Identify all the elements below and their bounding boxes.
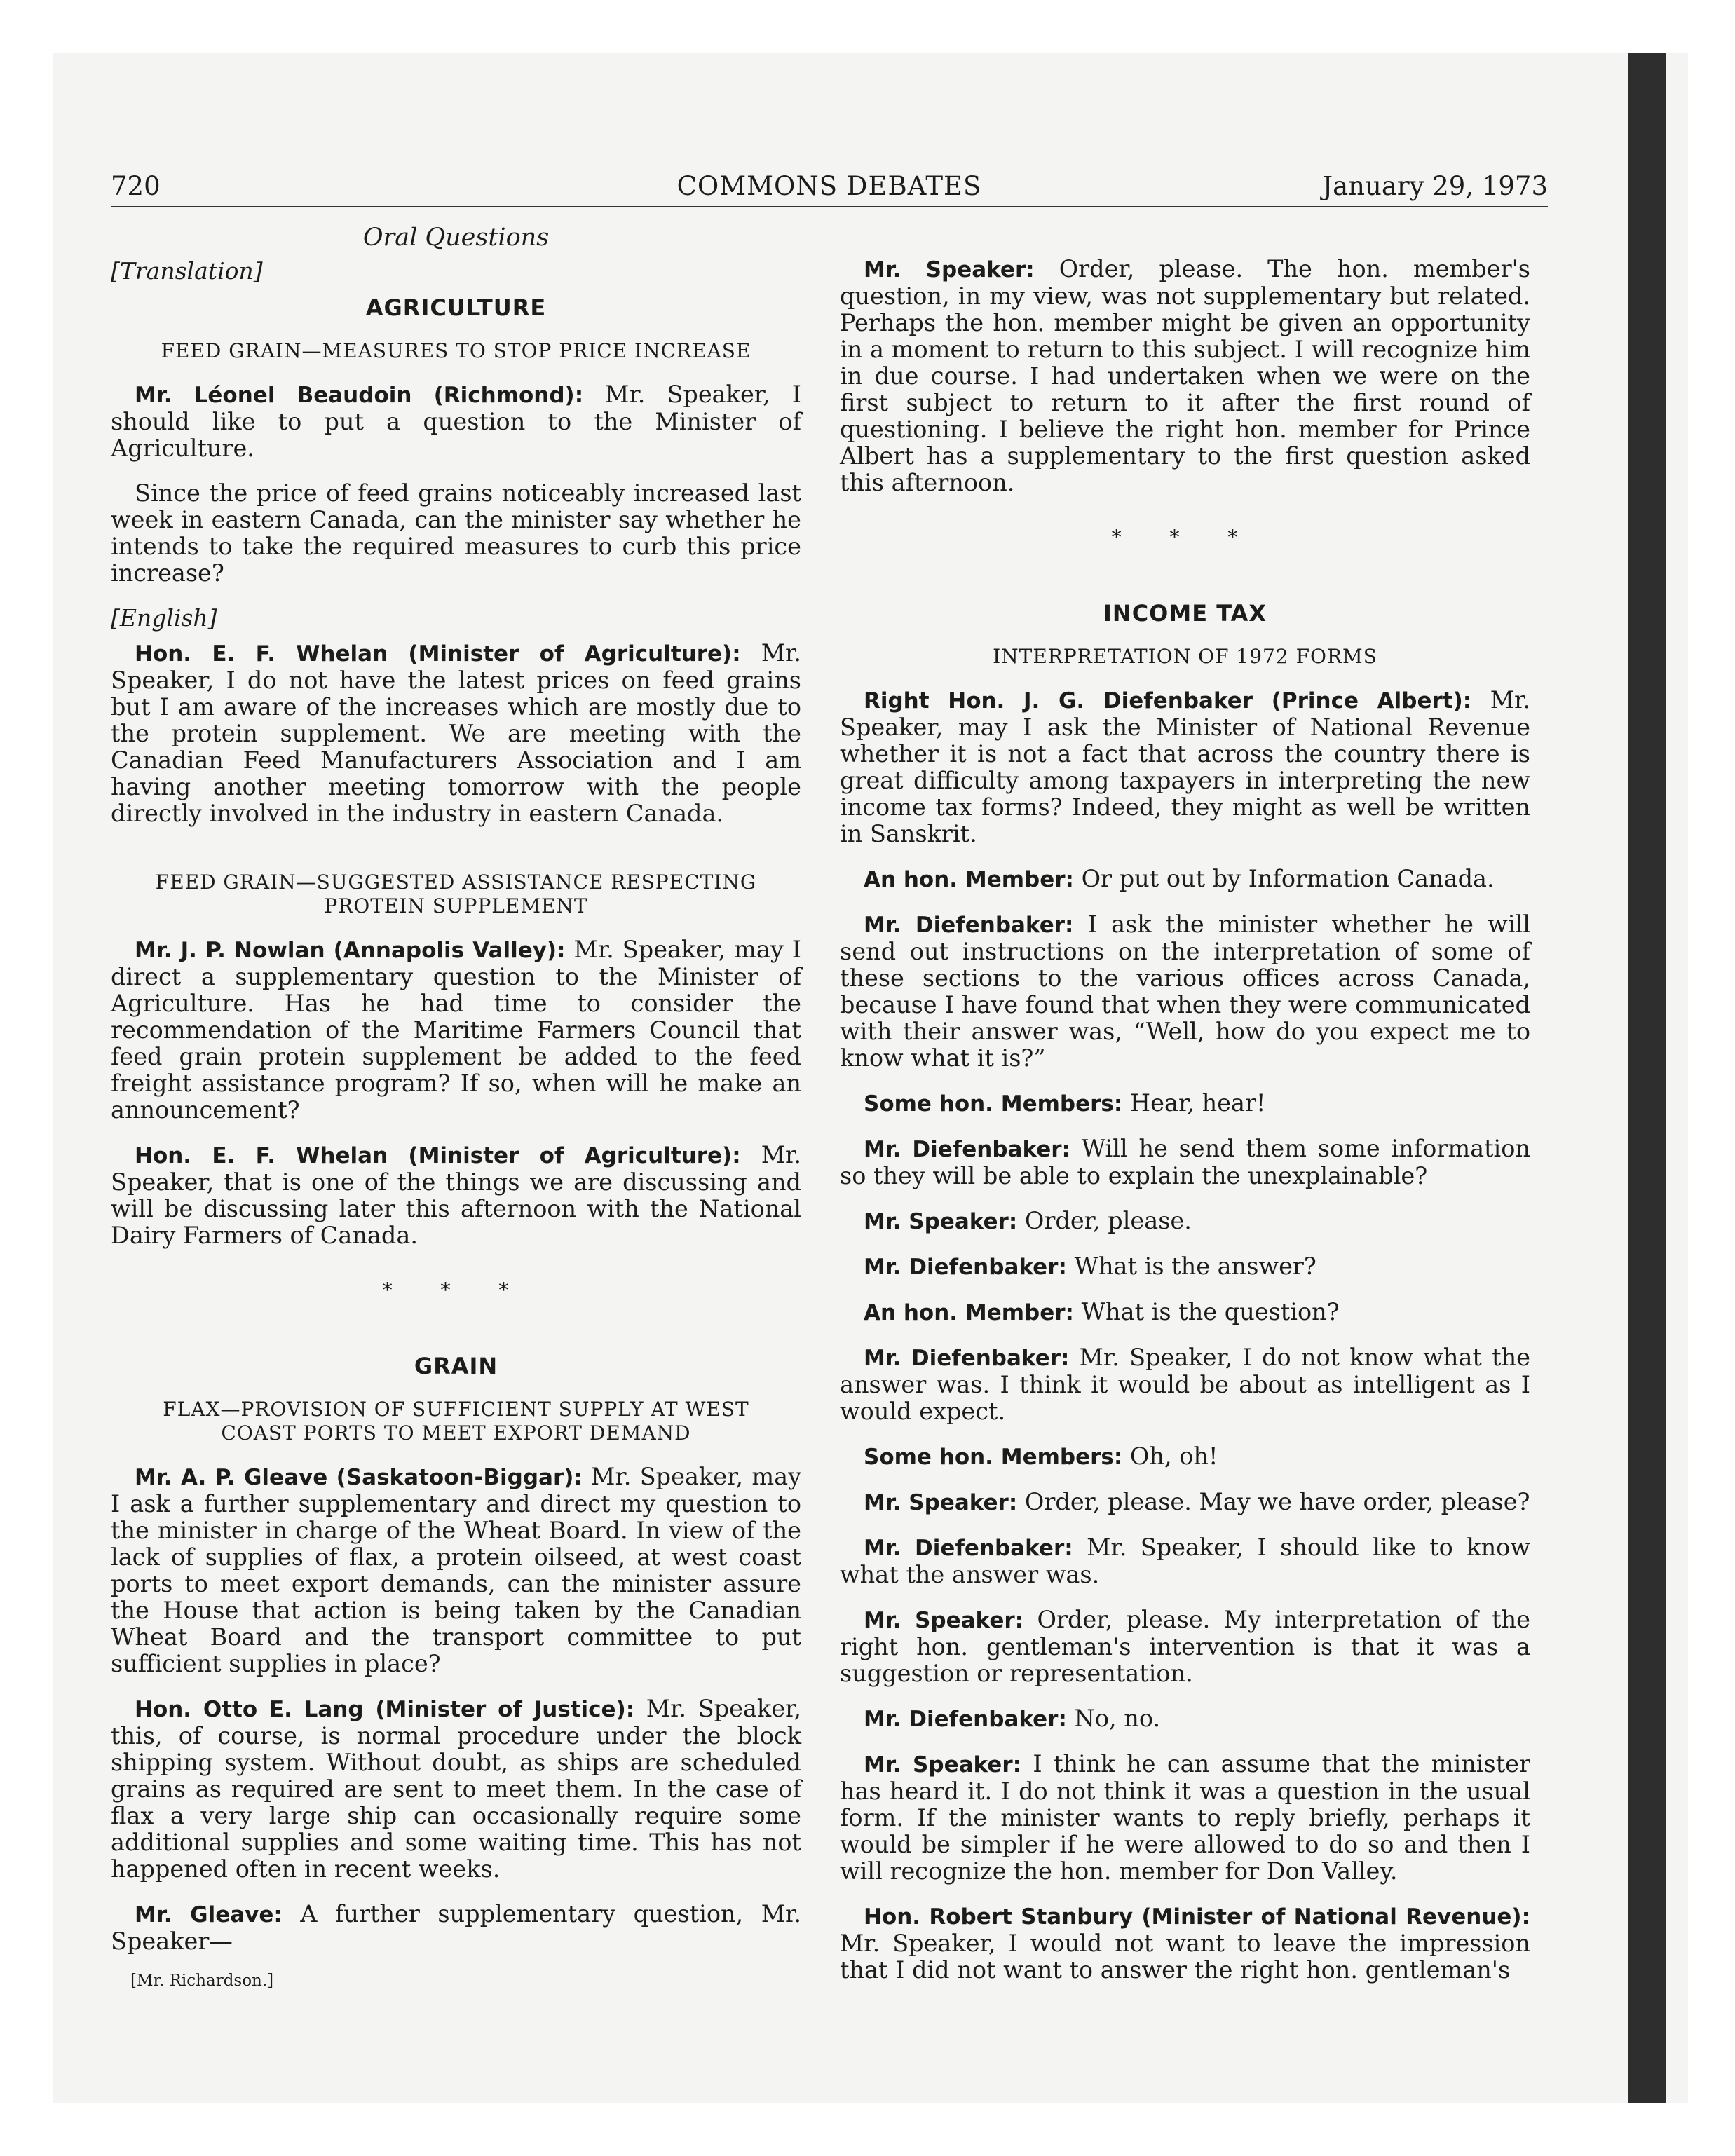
subheading-interpretation: INTERPRETATION OF 1972 FORMS	[993, 645, 1377, 668]
speech-text: A further supplementary question, Mr. Speaker—	[111, 1900, 801, 1955]
page-date: January 29, 1973	[1322, 171, 1548, 201]
speech-text: Mr. Speaker, I should like to put a question to the Minister of Agriculture.	[111, 381, 802, 462]
speaker-name: Some hon. Members:	[864, 1445, 1123, 1470]
speaker-name: Right Hon. J. G. Diefenbaker (Prince Albert):	[864, 688, 1472, 714]
scan-edge-bar	[1628, 53, 1666, 2103]
speech-text: Mr. Speaker, may I ask the Minister of National Revenue whether it is not a fact that across the country there is great difficulty among taxpayers in interpreting the new income tax forms? Indeed, they might as well be written in Sanskrit.	[840, 686, 1530, 847]
paragraph	[840, 1751, 1530, 1885]
speech-text: Will he send them some information so they will be able to explain the unexplainable?	[840, 1135, 1530, 1189]
speaker-name: Some hon. Members:	[864, 1091, 1123, 1117]
subheading-flax	[111, 1398, 801, 1445]
speech-text: I think he can assume that the minister has heard it. I do not think it was a question in the usual form. If the minister wants to reply briefly, perhaps it would be simpler if he were allowed to do so and then I will recognize the hon. member for Don Valley.	[840, 1750, 1530, 1885]
publication-title: COMMONS DEBATES	[676, 171, 982, 201]
speaker-name: Mr. Speaker:	[864, 1209, 1018, 1234]
right-column	[840, 256, 1530, 2002]
paragraph: Since the price of feed grains noticeably increased last week in eastern Canada, can the minister say whether he intends to take the required measures to curb this price increase?	[111, 479, 801, 587]
speech-text: Mr. Speaker, I should like to know what the answer was.	[840, 1534, 1530, 1588]
heading-agriculture: AGRICULTURE	[365, 294, 547, 321]
translation-label: [Translation]	[111, 257, 263, 285]
paragraph	[111, 1142, 801, 1249]
speech-text: Oh, oh!	[1122, 1442, 1218, 1470]
speech-text: Order, please. May we have order, please?	[1017, 1488, 1530, 1515]
subheading-line: FLAX—PROVISION OF SUFFICIENT SUPPLY AT WEST	[163, 1398, 749, 1421]
paragraph	[111, 640, 801, 827]
speech-text: Hear, hear!	[1122, 1089, 1266, 1117]
heading-income-tax: INCOME TAX	[1103, 600, 1267, 627]
paragraph	[840, 1903, 1530, 1984]
paragraph	[111, 936, 801, 1124]
speech-text: Mr. Speaker, may I direct a supplementary question to the Minister of Agriculture. Has he had time to consider the recommendation of the Maritime Farmers Council that feed grain protein supplement be added to the feed freight assistance program? If so, when will he make an announcement?	[111, 936, 801, 1124]
paragraph	[840, 1705, 1530, 1733]
speaker-name: Mr. Diefenbaker:	[864, 1346, 1070, 1371]
section-separator: * * *	[382, 1278, 530, 1302]
paragraph	[840, 1253, 1530, 1281]
subheading-line: COAST PORTS TO MEET EXPORT DEMAND	[221, 1421, 691, 1445]
paragraph	[840, 1090, 1530, 1117]
speaker-name: An hon. Member:	[864, 867, 1074, 892]
paragraph	[111, 1901, 801, 1955]
subject-label: Oral Questions	[362, 224, 550, 252]
speaker-name: Mr. Gleave:	[135, 1902, 283, 1928]
paragraph	[111, 1464, 801, 1677]
paragraph	[840, 1606, 1530, 1687]
speaker-name: Hon. Robert Stanbury (Minister of National Revenue):	[864, 1904, 1530, 1930]
heading-grain: GRAIN	[414, 1353, 498, 1379]
paragraph	[111, 1696, 801, 1883]
speaker-name: Mr. Speaker:	[864, 1608, 1024, 1633]
left-column	[111, 224, 801, 1994]
paragraph	[840, 911, 1530, 1072]
subheading-line: PROTEIN SUPPLEMENT	[324, 894, 588, 917]
paragraph	[840, 1208, 1530, 1235]
speaker-name: Mr. Léonel Beaudoin (Richmond):	[135, 383, 584, 408]
speaker-name: Mr. Speaker:	[864, 1752, 1022, 1778]
paragraph	[840, 1443, 1530, 1471]
speech-text: I ask the minister whether he will send out instructions on the interpretation of some of these sections to the various offices across Canada, because I have found that when they were communicated with their answer was, “Well, how do you expect me to know what it is?”	[840, 910, 1530, 1072]
paragraph	[840, 256, 1530, 496]
paragraph	[840, 866, 1530, 893]
speech-text: Mr. Speaker, this, of course, is normal procedure under the block shipping system. Without doubt, as ships are scheduled grains as required are sent to meet them. In the case of flax a very large ship can occasionally require some additional supplies and some waiting time. This has not happened often in recent weeks.	[111, 1695, 802, 1883]
speech-text: No, no.	[1066, 1705, 1161, 1732]
paragraph	[840, 1534, 1530, 1588]
subheading-feed-grain-price: FEED GRAIN—MEASURES TO STOP PRICE INCREASE	[161, 339, 751, 362]
speech-text: Mr. Speaker, I do not know what the answer was. I think it would be about as intelligent as I would expect.	[840, 1344, 1530, 1425]
speaker-name: Hon. E. F. Whelan (Minister of Agriculture):	[135, 641, 741, 667]
speaker-name: Mr. Diefenbaker:	[864, 1536, 1073, 1561]
speech-text: Mr. Speaker, may I ask a further supplementary and direct my question to the minister in charge of the Wheat Board. In view of the lack of supplies of flax, a protein oilseed, at west coast ports to meet export demands, can the minister assure the House that action is being taken by the Canadian Wheat Board and the transport committee to put sufficient supplies in place?	[111, 1463, 801, 1677]
footnote: [Mr. Richardson.]	[130, 1972, 274, 1990]
speaker-name: Mr. Diefenbaker:	[864, 1707, 1067, 1732]
speech-text: Or put out by Information Canada.	[1073, 865, 1495, 892]
english-label: [English]	[111, 604, 217, 632]
running-header	[111, 167, 1548, 207]
speech-text: Order, please.	[1017, 1207, 1192, 1234]
paragraph	[111, 381, 801, 462]
speech-text: Mr. Speaker, that is one of the things we are discussing and will be discussing later this afternoon with the National Dairy Farmers of Canada.	[111, 1141, 802, 1249]
speaker-name: Mr. A. P. Gleave (Saskatoon-Biggar):	[135, 1465, 583, 1490]
paragraph	[840, 1299, 1530, 1326]
paragraph	[840, 1135, 1530, 1189]
speech-text: Order, please. The hon. member's question, in my view, was not supplementary but related. Perhaps the hon. member might be given an opportunity in a moment to return to this subject. I will recognize him in due course. I had undertaken when we were on the first subject to return to it after the first round of questioning. I believe the right hon. member for Prince Albert has a supplementary to the first question asked this afternoon.	[840, 255, 1530, 496]
subheading-feed-grain-protein	[111, 871, 801, 918]
speaker-name: Hon. Otto E. Lang (Minister of Justice):	[135, 1697, 635, 1722]
paragraph	[840, 687, 1530, 847]
subheading-line: FEED GRAIN—SUGGESTED ASSISTANCE RESPECTING	[155, 871, 757, 894]
speaker-name: Mr. Diefenbaker:	[864, 913, 1074, 938]
speech-text: Order, please. My interpretation of the right hon. gentleman's intervention is that it was a suggestion or representation.	[840, 1606, 1530, 1687]
speech-text: What is the question?	[1073, 1298, 1340, 1325]
paragraph	[840, 1489, 1530, 1516]
page-number: 720	[111, 171, 161, 201]
speech-text: What is the answer?	[1066, 1253, 1316, 1280]
speaker-name: Mr. J. P. Nowlan (Annapolis Valley):	[135, 938, 566, 963]
section-separator: * * *	[1111, 526, 1259, 549]
speaker-name: Mr. Speaker:	[864, 257, 1035, 282]
speaker-name: Mr. Speaker:	[864, 1490, 1018, 1515]
paragraph	[840, 1344, 1530, 1425]
speaker-name: Mr. Diefenbaker:	[864, 1137, 1070, 1162]
speech-text: Mr. Speaker, I would not want to leave the impression that I did not want to answer the right hon. gentleman's	[840, 1930, 1530, 1984]
speaker-name: An hon. Member:	[864, 1300, 1074, 1325]
speech-text: Mr. Speaker, I do not have the latest prices on feed grains but I am aware of the increases which are mostly due to the protein supplement. We are meeting with the Canadian Feed Manufacturers Association and I am having another meeting tomorrow with the people directly involved in the industry in eastern Canada.	[111, 639, 802, 827]
speaker-name: Hon. E. F. Whelan (Minister of Agriculture):	[135, 1143, 741, 1168]
speaker-name: Mr. Diefenbaker:	[864, 1255, 1067, 1280]
